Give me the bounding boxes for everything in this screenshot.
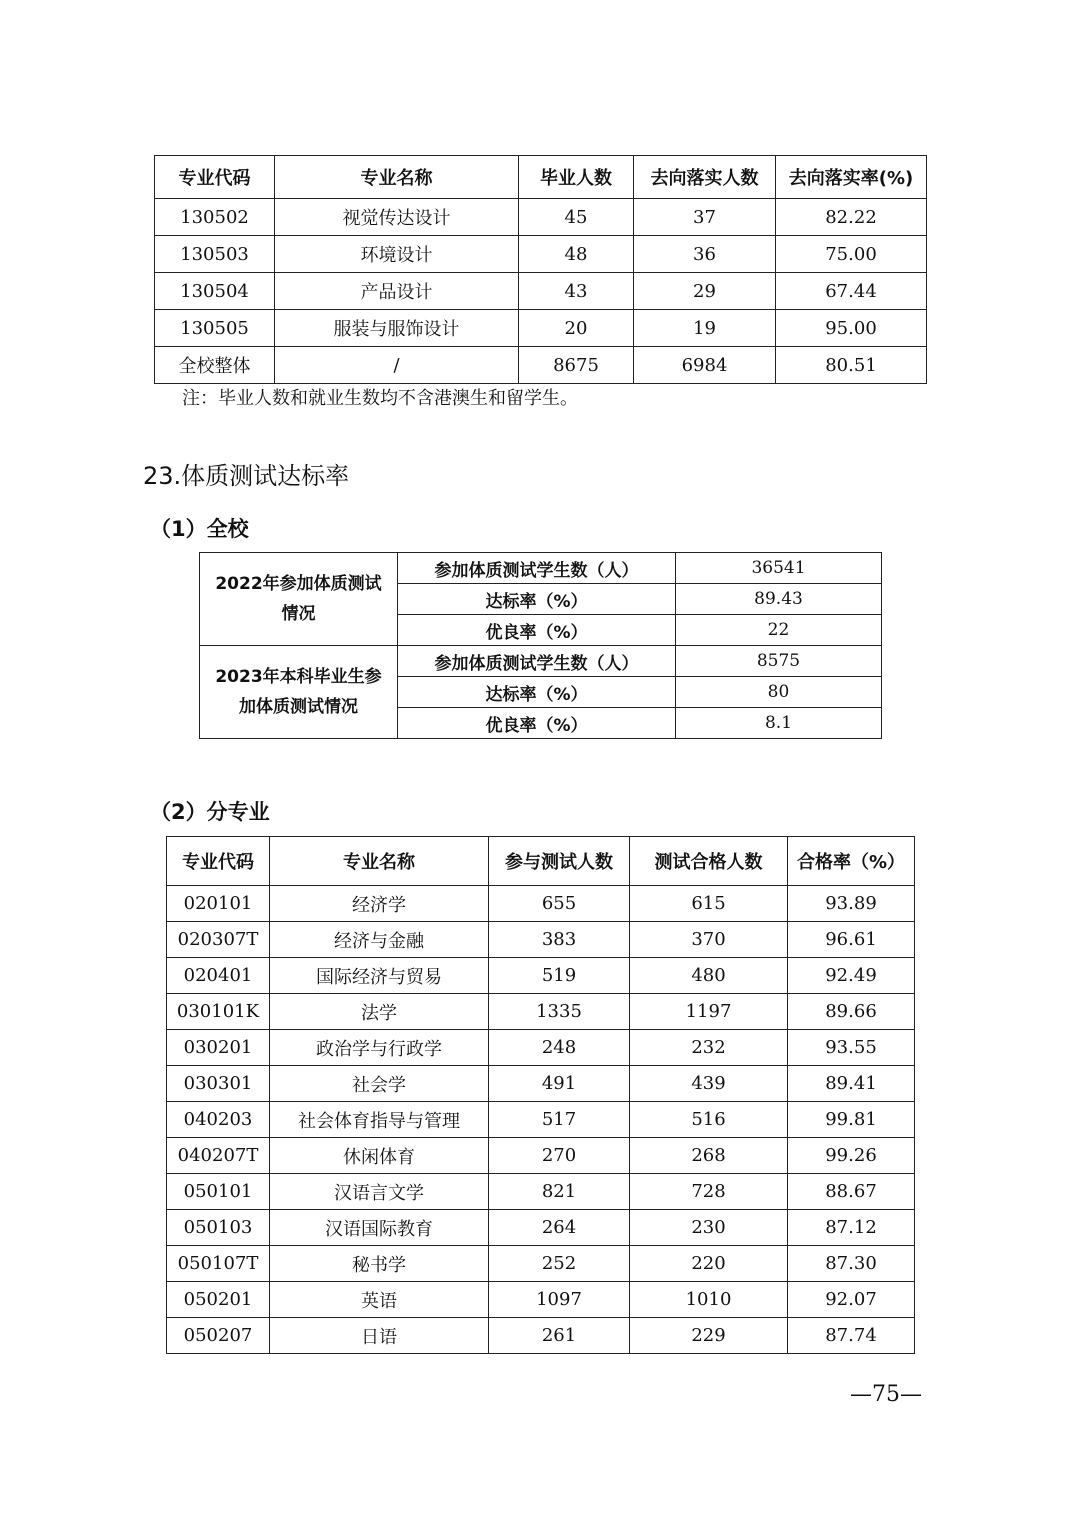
cell-pass-rate: 96.61: [788, 922, 915, 958]
metric-value: 80: [676, 677, 882, 708]
cell-tested: 252: [489, 1246, 630, 1282]
cell-major: 环境设计: [275, 236, 519, 273]
cell-code: 040203: [167, 1102, 270, 1138]
cell-code: 030101K: [167, 994, 270, 1030]
cell-passed: 480: [630, 958, 788, 994]
header-cell: 参与测试人数: [489, 837, 630, 886]
cell-major: 秘书学: [270, 1246, 489, 1282]
cell-major: 国际经济与贸易: [270, 958, 489, 994]
cell-passed: 1197: [630, 994, 788, 1030]
cell-pass-rate: 87.12: [788, 1210, 915, 1246]
table-note: 注：毕业人数和就业生数均不含港澳生和留学生。: [182, 388, 578, 409]
table-row: [167, 922, 915, 958]
table-row: [167, 994, 915, 1030]
cell-rate: 80.51: [776, 347, 927, 384]
cell-code: 020101: [167, 886, 270, 922]
cell-major: 汉语言文学: [270, 1174, 489, 1210]
cell-tested: 248: [489, 1030, 630, 1066]
cell-passed: 232: [630, 1030, 788, 1066]
cell-rate: 75.00: [776, 236, 927, 273]
metric-label: 优良率（%）: [398, 708, 676, 739]
fitness-by-major-table: [166, 836, 915, 1354]
group-label: 2022年参加体质测试情况: [200, 553, 398, 646]
cell-pass-rate: 93.55: [788, 1030, 915, 1066]
cell-placed: 19: [634, 310, 776, 347]
cell-code: 130502: [155, 199, 275, 236]
cell-major: 视觉传达设计: [275, 199, 519, 236]
header-cell: 专业名称: [270, 837, 489, 886]
cell-pass-rate: 99.81: [788, 1102, 915, 1138]
cell-code: 050101: [167, 1174, 270, 1210]
page-number: —75—: [850, 1382, 922, 1407]
table-row: [155, 310, 927, 347]
metric-value: 22: [676, 615, 882, 646]
cell-tested: 261: [489, 1318, 630, 1354]
table-row: [167, 1210, 915, 1246]
table-row: [167, 886, 915, 922]
cell-code: 020307T: [167, 922, 270, 958]
metric-value: 89.43: [676, 584, 882, 615]
employment-table: [154, 155, 927, 384]
cell-tested: 1335: [489, 994, 630, 1030]
cell-pass-rate: 87.30: [788, 1246, 915, 1282]
metric-value: 36541: [676, 553, 882, 584]
cell-code: 130504: [155, 273, 275, 310]
cell-code: 030301: [167, 1066, 270, 1102]
metric-value: 8.1: [676, 708, 882, 739]
cell-major: 经济学: [270, 886, 489, 922]
cell-code: 050107T: [167, 1246, 270, 1282]
header-cell: 专业代码: [167, 837, 270, 886]
table-header-row: [167, 837, 915, 886]
cell-tested: 491: [489, 1066, 630, 1102]
metric-label: 优良率（%）: [398, 615, 676, 646]
cell-placed: 29: [634, 273, 776, 310]
metric-value: 8575: [676, 646, 882, 677]
header-cell: 专业代码: [155, 156, 275, 199]
table-row: [155, 199, 927, 236]
cell-rate: 95.00: [776, 310, 927, 347]
header-cell: 毕业人数: [519, 156, 634, 199]
cell-tested: 519: [489, 958, 630, 994]
header-cell: 去向落实人数: [634, 156, 776, 199]
table-row: [167, 1138, 915, 1174]
cell-passed: 728: [630, 1174, 788, 1210]
cell-placed: 6984: [634, 347, 776, 384]
cell-graduates: 8675: [519, 347, 634, 384]
section-title: 23.体质测试达标率: [143, 462, 350, 490]
cell-code: 020401: [167, 958, 270, 994]
cell-passed: 230: [630, 1210, 788, 1246]
cell-major: 休闲体育: [270, 1138, 489, 1174]
cell-graduates: 48: [519, 236, 634, 273]
metric-label: 参加体质测试学生数（人）: [398, 646, 676, 677]
cell-major: 汉语国际教育: [270, 1210, 489, 1246]
cell-pass-rate: 89.41: [788, 1066, 915, 1102]
cell-tested: 383: [489, 922, 630, 958]
cell-code: 040207T: [167, 1138, 270, 1174]
table-row: [200, 646, 882, 677]
cell-code: 050103: [167, 1210, 270, 1246]
cell-code: 050201: [167, 1282, 270, 1318]
table-row: [200, 553, 882, 584]
metric-label: 达标率（%）: [398, 677, 676, 708]
cell-passed: 370: [630, 922, 788, 958]
cell-pass-rate: 93.89: [788, 886, 915, 922]
cell-code: 130503: [155, 236, 275, 273]
cell-pass-rate: 92.07: [788, 1282, 915, 1318]
cell-pass-rate: 87.74: [788, 1318, 915, 1354]
cell-tested: 264: [489, 1210, 630, 1246]
cell-code: 050207: [167, 1318, 270, 1354]
cell-passed: 220: [630, 1246, 788, 1282]
table-row: [167, 1282, 915, 1318]
cell-graduates: 20: [519, 310, 634, 347]
table-row: [155, 347, 927, 384]
header-cell: 去向落实率(%): [776, 156, 927, 199]
table-row: [167, 1246, 915, 1282]
cell-major: 政治学与行政学: [270, 1030, 489, 1066]
table-row: [155, 236, 927, 273]
header-cell: 专业名称: [275, 156, 519, 199]
metric-label: 达标率（%）: [398, 584, 676, 615]
cell-major: 法学: [270, 994, 489, 1030]
header-cell: 合格率（%）: [788, 837, 915, 886]
cell-passed: 268: [630, 1138, 788, 1174]
subsection-title-school: （1）全校: [150, 517, 249, 541]
table-row: [167, 1318, 915, 1354]
cell-major: 产品设计: [275, 273, 519, 310]
cell-rate: 67.44: [776, 273, 927, 310]
cell-rate: 82.22: [776, 199, 927, 236]
group-label: 2023年本科毕业生参加体质测试情况: [200, 646, 398, 739]
cell-major: 日语: [270, 1318, 489, 1354]
table-body: [167, 886, 915, 1354]
cell-pass-rate: 99.26: [788, 1138, 915, 1174]
cell-passed: 516: [630, 1102, 788, 1138]
cell-pass-rate: 92.49: [788, 958, 915, 994]
cell-passed: 1010: [630, 1282, 788, 1318]
cell-code: 全校整体: [155, 347, 275, 384]
cell-passed: 439: [630, 1066, 788, 1102]
table-row: [167, 1102, 915, 1138]
cell-graduates: 45: [519, 199, 634, 236]
cell-major: /: [275, 347, 519, 384]
cell-pass-rate: 89.66: [788, 994, 915, 1030]
table-row: [155, 273, 927, 310]
table-row: [167, 958, 915, 994]
cell-passed: 229: [630, 1318, 788, 1354]
table-row: [167, 1174, 915, 1210]
cell-graduates: 43: [519, 273, 634, 310]
cell-placed: 37: [634, 199, 776, 236]
cell-major: 社会体育指导与管理: [270, 1102, 489, 1138]
table-header-row: [155, 156, 927, 199]
cell-major: 经济与金融: [270, 922, 489, 958]
cell-placed: 36: [634, 236, 776, 273]
cell-passed: 615: [630, 886, 788, 922]
cell-pass-rate: 88.67: [788, 1174, 915, 1210]
cell-major: 英语: [270, 1282, 489, 1318]
cell-tested: 517: [489, 1102, 630, 1138]
table-row: [167, 1030, 915, 1066]
fitness-summary-table: [199, 552, 882, 739]
cell-tested: 655: [489, 886, 630, 922]
cell-code: 030201: [167, 1030, 270, 1066]
cell-tested: 821: [489, 1174, 630, 1210]
cell-code: 130505: [155, 310, 275, 347]
metric-label: 参加体质测试学生数（人）: [398, 553, 676, 584]
header-cell: 测试合格人数: [630, 837, 788, 886]
cell-tested: 270: [489, 1138, 630, 1174]
cell-major: 社会学: [270, 1066, 489, 1102]
cell-major: 服装与服饰设计: [275, 310, 519, 347]
cell-tested: 1097: [489, 1282, 630, 1318]
table-row: [167, 1066, 915, 1102]
subsection-title-major: （2）分专业: [150, 800, 270, 824]
